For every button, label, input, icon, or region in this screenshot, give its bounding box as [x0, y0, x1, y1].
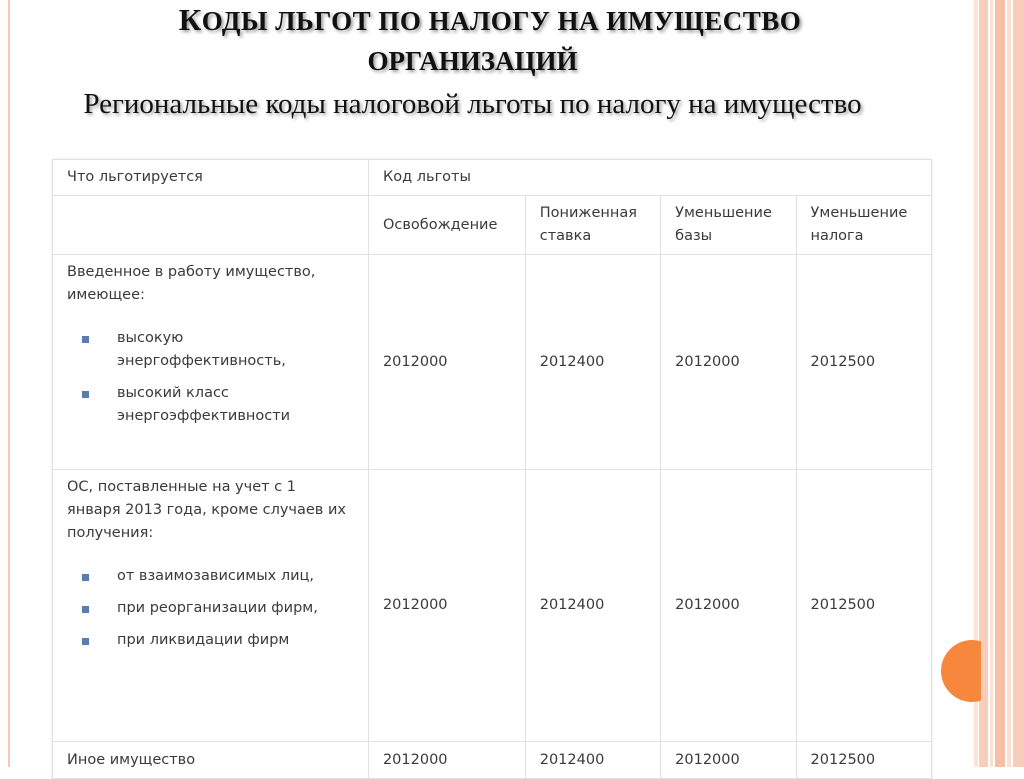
- decorative-circle: [941, 640, 981, 702]
- code-base-reduction: 2012000: [661, 255, 796, 470]
- table-header-row: [53, 160, 932, 196]
- tax-benefit-codes-table: [52, 159, 932, 779]
- table-row: [53, 255, 932, 470]
- slide-title-line2: ОРГАНИЗАЦИЙ: [367, 46, 578, 76]
- subheader-empty: [53, 196, 369, 255]
- row-description-text: Иное имущество: [67, 751, 196, 768]
- code-base-reduction: 2012000: [661, 470, 796, 742]
- table-row: [53, 742, 932, 779]
- subheader-tax-reduction: Уменьшение налога: [796, 196, 931, 255]
- bullet-item: при ликвидации фирм: [67, 629, 354, 652]
- code-base-reduction: 2012000: [661, 742, 796, 779]
- code-reduced-rate: 2012400: [525, 255, 660, 470]
- code-exemption: 2012000: [368, 255, 525, 470]
- row-description: [53, 742, 369, 779]
- code-exemption: 2012000: [368, 470, 525, 742]
- bullet-item: высокий класс энергоэффективности: [67, 382, 354, 428]
- code-tax-reduction: 2012500: [796, 255, 931, 470]
- subheader-reduced-rate: Пониженная ставка: [525, 196, 660, 255]
- header-what: Что льготируется: [53, 160, 369, 196]
- bullet-item: от взаимозависимых лиц,: [67, 565, 354, 588]
- row-description-text: Введенное в работу имущество, имеющее:: [67, 264, 316, 303]
- row-description-text: ОС, поставленные на учет с 1 января 2013 года, кроме случаев их получения:: [67, 479, 346, 541]
- slide-subtitle: Региональные коды налоговой льготы по налогу на имущество: [83, 88, 862, 120]
- header-code: Код льготы: [368, 160, 931, 196]
- bullet-item: при реорганизации фирм,: [67, 597, 354, 620]
- subheader-base-reduction: Уменьшение базы: [661, 196, 796, 255]
- code-reduced-rate: 2012400: [525, 470, 660, 742]
- code-exemption: 2012000: [368, 742, 525, 779]
- table-subheader-row: [53, 196, 932, 255]
- table-row: [53, 470, 932, 742]
- code-tax-reduction: 2012500: [796, 470, 931, 742]
- row-description: [53, 255, 369, 470]
- bullet-list: [67, 565, 354, 652]
- bullet-list: [67, 327, 354, 428]
- code-reduced-rate: 2012400: [525, 742, 660, 779]
- bullet-item: высокую энергоффективность,: [67, 327, 354, 373]
- code-tax-reduction: 2012500: [796, 742, 931, 779]
- decorative-stripes: [974, 0, 1024, 767]
- subheader-exemption: Освобождение: [368, 196, 525, 255]
- slide-title: КОДЫ ЛЬГОТ ПО НАЛОГУ НА ИМУЩЕСТВО: [178, 2, 802, 37]
- row-description: [53, 470, 369, 742]
